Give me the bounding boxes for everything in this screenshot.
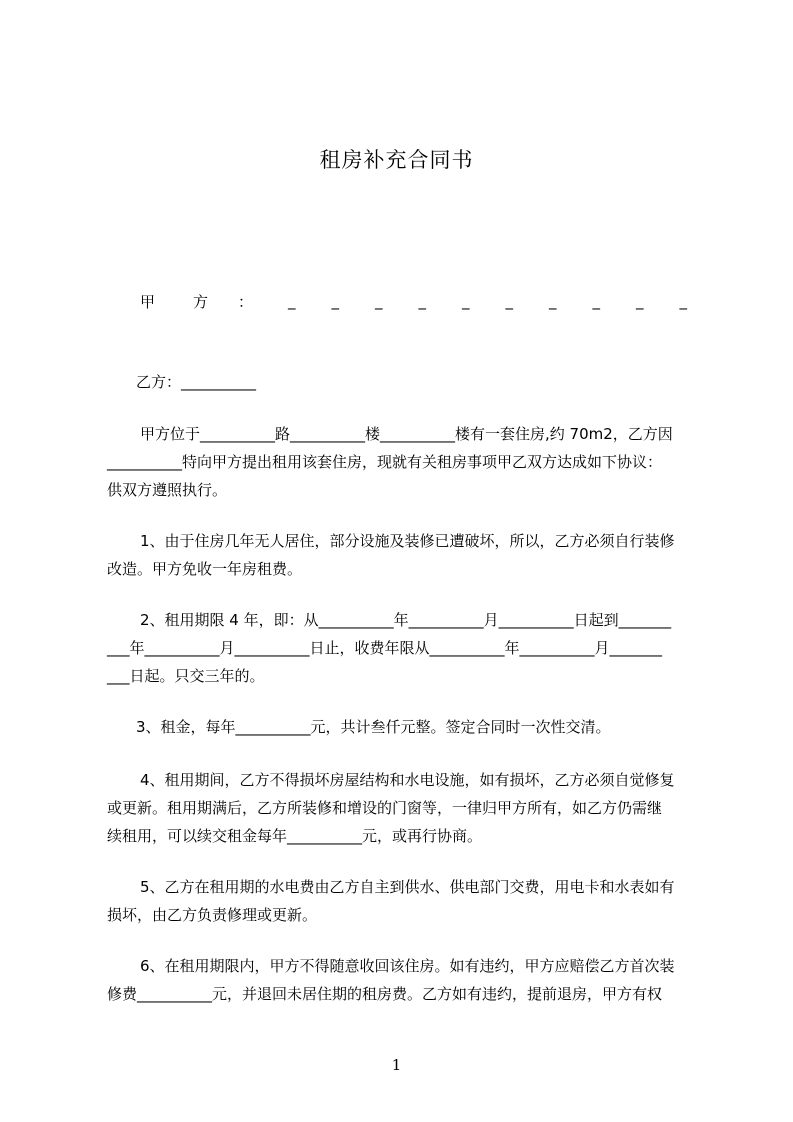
party-a-colon: ：	[238, 293, 254, 311]
intro-line-3: 供双方遵照执行。	[107, 481, 228, 499]
blank-dash: _	[288, 292, 296, 310]
page-number: 1	[391, 1056, 402, 1074]
blank-dash: _	[679, 292, 687, 310]
blank-dash: _	[549, 292, 557, 310]
clause-1-line-1: 1、由于住房几年无人居住，部分设施及装修已遭破坏，所以，乙方必须自行装修	[140, 532, 675, 550]
clause-2-line-3: ___日起。只交三年的。	[107, 667, 265, 685]
clause-3-line-1: 3、租金，每年__________元，共计叁仟元整。签定合同时一次性交清。	[136, 718, 611, 736]
blank-dash: _	[505, 292, 513, 310]
party-a-char-2: 方	[193, 293, 209, 311]
blank-dash: _	[418, 292, 426, 310]
party-a-char-1: 甲	[140, 293, 156, 311]
clause-4-line-1: 4、租用期间，乙方不得损坏房屋结构和水电设施，如有损坏，乙方必须自觉修复	[140, 771, 675, 789]
blank-dash: _	[331, 292, 339, 310]
blank-dash: _	[636, 292, 644, 310]
blank-dash: _	[375, 292, 383, 310]
party-b-line: 乙方：__________	[136, 373, 257, 391]
party-a-blank	[288, 292, 723, 310]
clause-4-line-2: 或更新。租用期满后，乙方所装修和增设的门窗等，一律归甲方所有，如乙方仍需继	[107, 799, 663, 817]
blank-dash: _	[592, 292, 600, 310]
clause-1-line-2: 改造。甲方免收一年房租费。	[107, 560, 303, 578]
intro-line-1: 甲方位于__________路__________楼__________楼有一套住房,约 70m2，乙方因	[140, 425, 673, 443]
clause-6-line-2: 修费__________元，并退回未居住期的租房费。乙方如有违约，提前退房，甲方有权	[107, 985, 663, 1003]
document-title: 租房补充合同书	[319, 148, 474, 172]
clause-6-line-1: 6、在租用期限内，甲方不得随意收回该住房。如有违约，甲方应赔偿乙方首次装	[140, 957, 675, 975]
intro-line-2: __________特向甲方提出租用该套住房，现就有关租房事项甲乙双方达成如下协议：	[107, 453, 663, 471]
clause-2-line-1: 2、租用期限 4 年，即：从__________年__________月__________日起到_______	[140, 611, 672, 629]
clause-5-line-1: 5、乙方在租用期的水电费由乙方自主到供水、供电部门交费，用电卡和水表如有	[140, 878, 675, 896]
party-a-label	[140, 292, 253, 312]
clause-4-line-3: 续租用，可以续交租金每年__________元，或再行协商。	[107, 827, 483, 845]
clause-5-line-2: 损坏，由乙方负责修理或更新。	[107, 906, 318, 924]
clause-2-line-2: ___年__________月__________日止，收费年限从__________年__________月_______	[107, 639, 663, 657]
blank-dash: _	[462, 292, 470, 310]
